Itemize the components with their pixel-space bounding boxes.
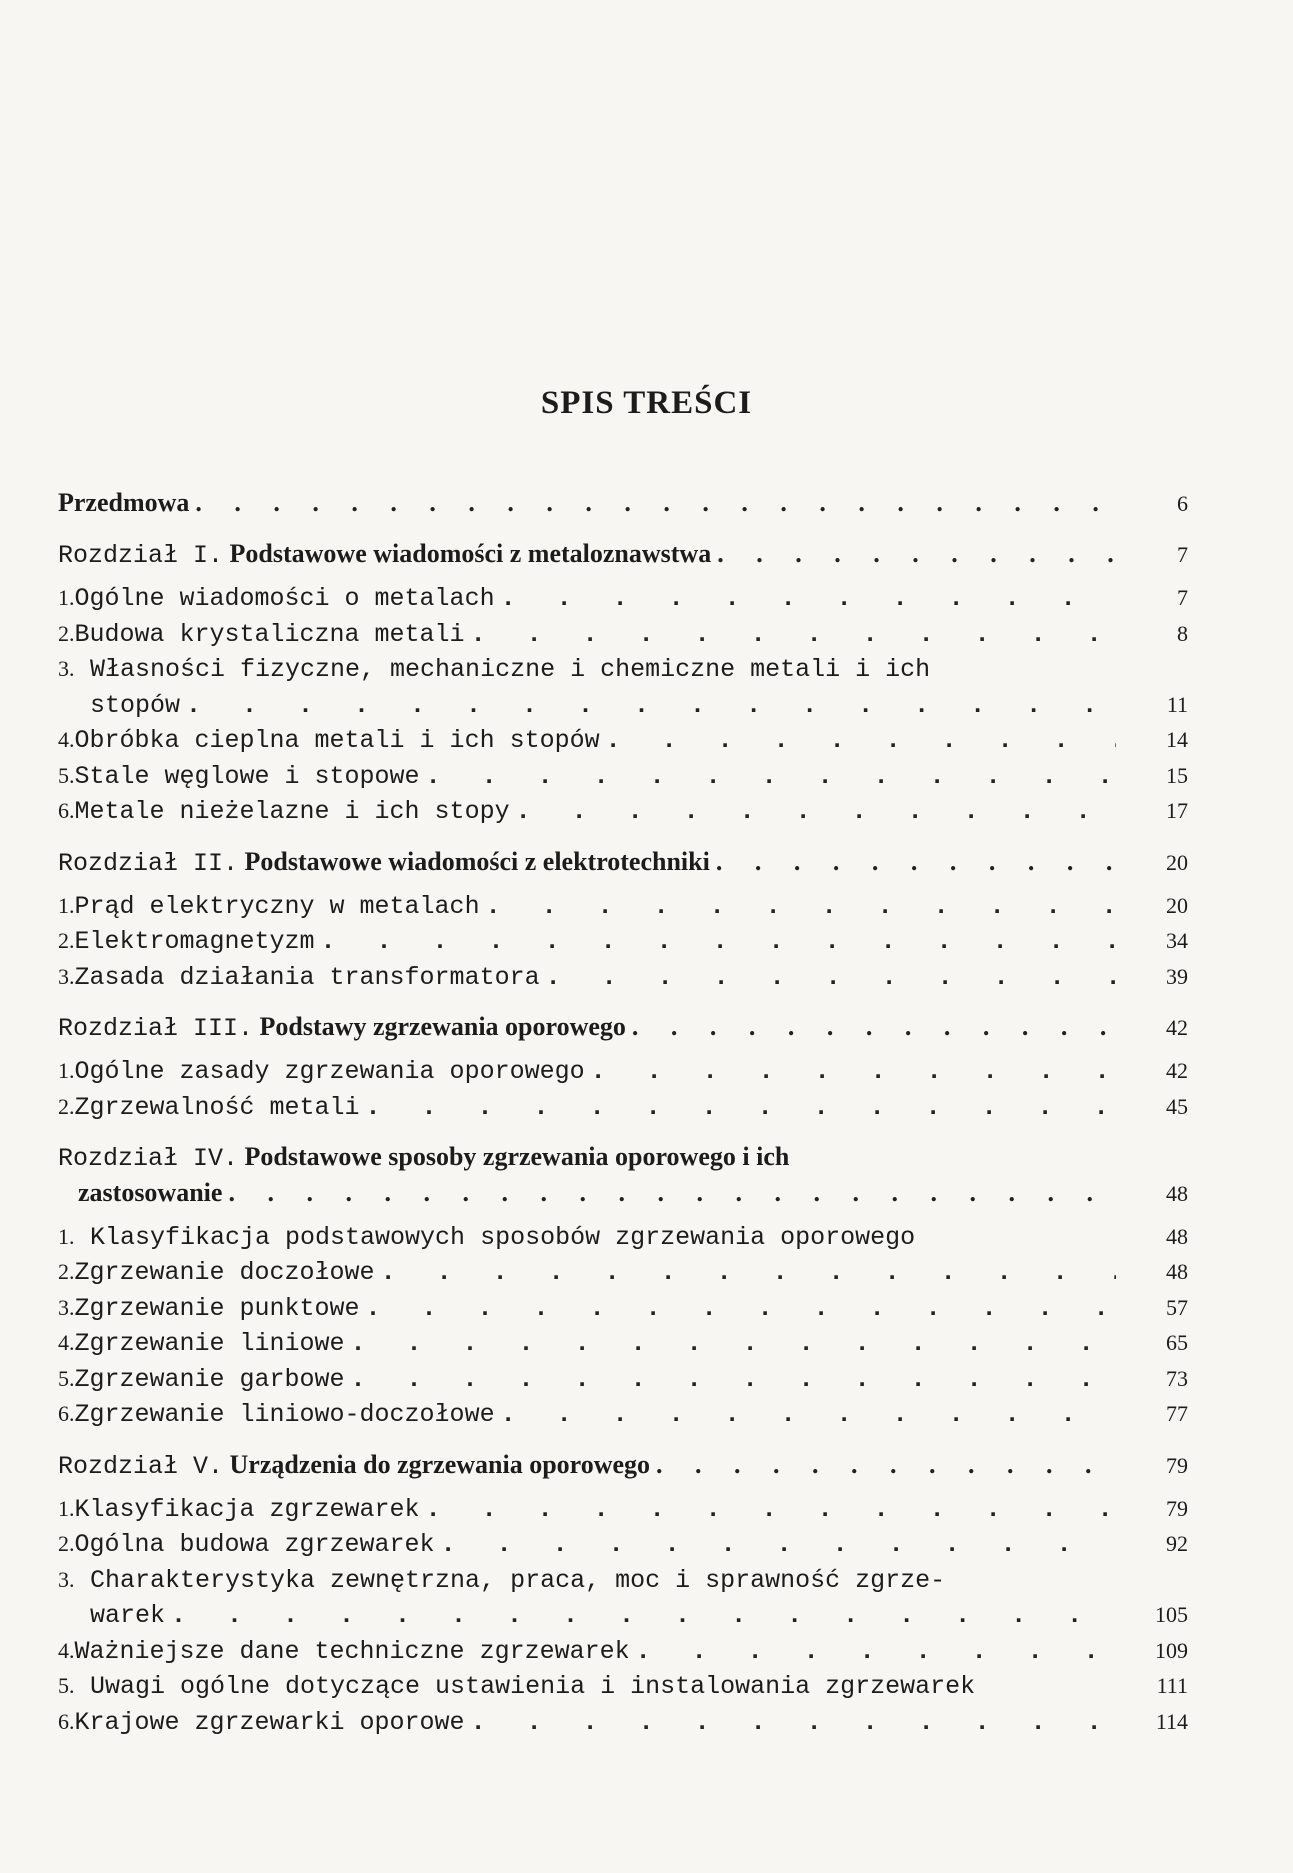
toc-entry[interactable]	[58, 726, 1188, 762]
chapter-heading[interactable]	[58, 847, 1188, 884]
toc-entry[interactable]	[58, 1495, 1188, 1531]
dot-leader	[516, 797, 1116, 826]
toc-entry[interactable]	[58, 892, 1188, 928]
chapter-prefix: Rozdział II.	[58, 848, 239, 878]
dot-leader	[591, 1057, 1116, 1086]
page-number: 7	[1177, 585, 1188, 610]
toc-entry-continued[interactable]	[58, 1601, 1188, 1637]
toc-entry[interactable]	[58, 1566, 1188, 1602]
page-number: 7	[1177, 542, 1188, 567]
chapter-prefix: Rozdział I.	[58, 541, 224, 570]
entry-number: 2.	[58, 620, 75, 646]
page-number: 42	[1166, 1015, 1188, 1040]
entry-number: 4.	[58, 1330, 75, 1355]
entry-label: Zgrzewanie punktowe	[74, 1293, 360, 1323]
page-number: 105	[1155, 1602, 1188, 1627]
toc-entry[interactable]	[58, 1294, 1188, 1330]
dot-leader	[366, 1294, 1116, 1323]
entry-label: Krajowe zgrzewarki oporowe	[74, 1707, 465, 1737]
page-number: 92	[1166, 1531, 1188, 1556]
entry-label: Zgrzewanie doczołowe	[74, 1258, 375, 1287]
page-number: 48	[1166, 1223, 1188, 1249]
chapter-block	[58, 847, 1188, 999]
entry-label: Klasyfikacja zgrzewarek	[74, 1494, 420, 1524]
toc-entry[interactable]	[58, 1057, 1188, 1093]
page-number: 34	[1166, 928, 1188, 953]
toc-entry-continued[interactable]	[58, 691, 1188, 727]
entry-label-continued: warek	[90, 1601, 166, 1630]
toc-entry[interactable]	[58, 1365, 1188, 1401]
dot-leader	[501, 584, 1116, 613]
entry-number: 1.	[58, 585, 75, 610]
toc-entry[interactable]	[58, 1530, 1188, 1566]
page-number: 45	[1166, 1093, 1188, 1119]
entry-label: Zgrzewanie liniowo-doczołowe	[74, 1400, 495, 1429]
page-number: 73	[1166, 1365, 1188, 1391]
toc-entry[interactable]	[58, 963, 1188, 999]
chapter-prefix: Rozdział V.	[58, 1451, 224, 1481]
dot-leader	[632, 1012, 1116, 1042]
entry-number: 6.	[58, 798, 75, 823]
toc-entry[interactable]	[58, 1637, 1188, 1673]
entry-label: Ważniejsze dane techniczne zgrzewarek	[74, 1636, 630, 1666]
page-number: 111	[1156, 1673, 1188, 1698]
entry-number: 6.	[58, 1401, 75, 1426]
entry-number: 1.	[58, 892, 75, 918]
toc-entry[interactable]	[58, 797, 1188, 833]
toc-entry[interactable]	[58, 762, 1188, 798]
chapter-title: Podstawowe wiadomości z metaloznawstwa	[229, 539, 712, 568]
dot-leader	[195, 488, 1116, 518]
entry-number: 5.	[58, 1673, 75, 1698]
dot-leader	[471, 1708, 1116, 1737]
toc-entry[interactable]	[58, 1223, 1188, 1259]
toc-entry[interactable]	[58, 655, 1188, 691]
page-number: 109	[1155, 1637, 1188, 1663]
chapter-title-continued: zastosowanie	[78, 1177, 223, 1207]
entry-label: Elektromagnetyzm	[74, 927, 315, 956]
page-number: 77	[1166, 1401, 1188, 1426]
entry-number: 2.	[58, 1259, 75, 1284]
dot-leader	[426, 1495, 1116, 1524]
preface-entry[interactable]	[58, 488, 1188, 525]
entry-label: Klasyfikacja podstawowych sposobów zgrzewania oporowego	[90, 1222, 916, 1252]
preface-label: Przedmowa	[58, 488, 190, 517]
page-title: SPIS TREŚCI	[540, 385, 753, 421]
dot-leader	[606, 726, 1116, 755]
dot-leader	[351, 1329, 1116, 1358]
entry-number: 6.	[58, 1708, 75, 1734]
entry-label-continued: stopów	[90, 690, 181, 720]
page-number: 65	[1166, 1330, 1188, 1355]
entry-number: 2.	[58, 1531, 75, 1556]
chapter-heading[interactable]	[58, 1142, 1188, 1178]
table-of-contents	[58, 488, 1188, 1757]
entry-label: Zgrzewanie liniowe	[74, 1329, 345, 1358]
entry-number: 1.	[58, 1058, 75, 1083]
page-number: 57	[1166, 1294, 1188, 1320]
chapter-block	[58, 1012, 1188, 1128]
dot-leader	[486, 892, 1116, 921]
dot-leader	[716, 847, 1116, 877]
dot-leader	[546, 963, 1116, 992]
page-number: 20	[1166, 892, 1188, 918]
entry-number: 4.	[58, 1637, 75, 1663]
dot-leader	[228, 1178, 1116, 1208]
entry-label: Charakterystyka zewnętrzna, praca, moc i sprawność zgrze-	[90, 1565, 946, 1595]
entry-label: Prąd elektryczny w metalach	[74, 891, 480, 921]
page-number: 79	[1166, 1452, 1188, 1478]
entry-number: 4.	[58, 727, 75, 752]
entry-number: 5.	[58, 762, 75, 788]
page-number: 48	[1166, 1259, 1188, 1284]
chapter-heading[interactable]	[58, 1450, 1188, 1487]
dot-leader	[381, 1258, 1116, 1287]
page-number: 114	[1155, 1708, 1188, 1734]
dot-leader	[501, 1400, 1116, 1429]
chapter-title: Podstawowe wiadomości z elektrotechniki	[244, 846, 710, 876]
toc-entry[interactable]	[58, 1329, 1188, 1365]
entry-label: Metale nieżelazne i ich stopy	[74, 797, 510, 826]
page-number: 42	[1166, 1058, 1188, 1083]
entry-number: 3.	[58, 656, 75, 681]
entry-label: Ogólne zasady zgrzewania oporowego	[74, 1057, 585, 1086]
entry-label: Obróbka cieplna metali i ich stopów	[74, 726, 600, 755]
dot-leader	[366, 1093, 1116, 1122]
entry-label: Ogólna budowa zgrzewarek	[74, 1530, 435, 1559]
chapter-prefix: Rozdział III.	[58, 1014, 254, 1043]
chapter-title: Urządzenia do zgrzewania oporowego	[229, 1449, 651, 1479]
page-number: 20	[1166, 849, 1188, 875]
chapter-block	[58, 1450, 1188, 1744]
entry-label: Zasada działania transformatora	[74, 962, 540, 992]
dot-leader	[636, 1637, 1116, 1666]
entry-number: 2.	[58, 1093, 75, 1119]
entry-number: 3.	[58, 1566, 75, 1592]
page-number: 48	[1166, 1180, 1188, 1206]
dot-leader	[351, 1365, 1116, 1394]
page-number: 79	[1166, 1495, 1188, 1521]
toc-entry[interactable]	[58, 1672, 1188, 1708]
chapter-block	[58, 539, 1188, 833]
toc-entry[interactable]	[58, 1093, 1188, 1129]
entry-number: 3.	[58, 1294, 75, 1320]
entry-number: 3.	[58, 963, 75, 989]
dot-leader	[426, 762, 1116, 791]
toc-entry[interactable]	[58, 1708, 1188, 1744]
entry-number: 1.	[58, 1223, 75, 1249]
chapter-heading-continued[interactable]	[58, 1178, 1188, 1215]
chapter-title: Podstawowe sposoby zgrzewania oporowego i ich	[244, 1142, 790, 1171]
chapter-block	[58, 1142, 1188, 1436]
entry-label: Ogólne wiadomości o metalach	[74, 584, 495, 613]
toc-entry[interactable]	[58, 1400, 1188, 1436]
chapter-prefix: Rozdział IV.	[58, 1144, 239, 1173]
entry-label: Zgrzewanie garbowe	[74, 1364, 345, 1394]
chapter-heading[interactable]	[58, 1012, 1188, 1049]
entry-label: Zgrzewalność metali	[74, 1092, 360, 1122]
dot-leader	[441, 1530, 1116, 1559]
entry-label: Własności fizyczne, mechaniczne i chemiczne metali i ich	[90, 655, 931, 684]
dot-leader	[321, 927, 1116, 956]
preface-block	[58, 488, 1188, 525]
dot-leader	[717, 539, 1116, 569]
entry-number: 2.	[58, 928, 75, 953]
page-number: 6	[1177, 491, 1188, 516]
dot-leader	[471, 620, 1116, 649]
entry-number: 5.	[58, 1365, 75, 1391]
page-number: 11	[1166, 691, 1188, 717]
page-number: 15	[1166, 762, 1188, 788]
dot-leader	[171, 1601, 1116, 1630]
toc-entry[interactable]	[58, 584, 1188, 620]
toc-entry[interactable]	[58, 927, 1188, 963]
toc-entry[interactable]	[58, 1258, 1188, 1294]
page-number: 14	[1166, 727, 1188, 752]
page-number: 39	[1166, 963, 1188, 989]
entry-number: 1.	[58, 1495, 75, 1521]
entry-label: Budowa krystaliczna metali	[74, 619, 465, 649]
dot-leader	[656, 1450, 1116, 1480]
toc-entry[interactable]	[58, 620, 1188, 656]
chapter-heading[interactable]	[58, 539, 1188, 576]
entry-label: Stale węglowe i stopowe	[74, 761, 420, 791]
entry-label: Uwagi ogólne dotyczące ustawienia i instalowania zgrzewarek	[90, 1672, 976, 1701]
page-number: 17	[1166, 798, 1188, 823]
dot-leader	[186, 691, 1116, 720]
chapter-title: Podstawy zgrzewania oporowego	[259, 1012, 626, 1041]
page-number: 8	[1177, 620, 1188, 646]
